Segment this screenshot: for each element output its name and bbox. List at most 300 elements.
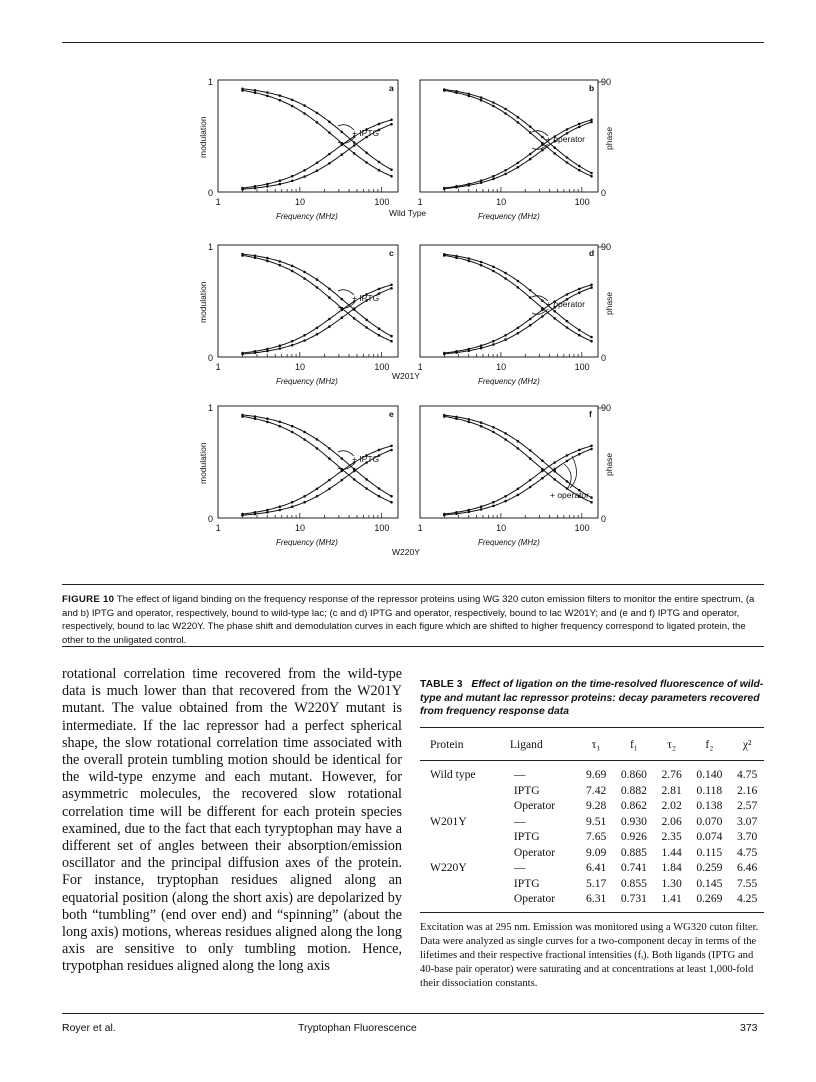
data-point <box>378 449 381 452</box>
data-point <box>390 284 393 287</box>
data-point <box>266 509 269 512</box>
data-point <box>492 175 495 178</box>
data-point <box>517 327 520 330</box>
data-point <box>492 270 495 273</box>
table-cell: Wild type <box>430 768 476 782</box>
data-point <box>291 425 294 428</box>
data-point <box>480 99 483 102</box>
data-point <box>328 162 331 165</box>
data-point <box>266 257 269 260</box>
data-point <box>328 131 331 134</box>
data-point <box>566 156 569 159</box>
table-cell: — <box>513 768 526 782</box>
panel-letter: e <box>389 409 394 419</box>
data-point <box>390 340 393 343</box>
data-point <box>328 447 331 450</box>
data-point <box>353 152 356 155</box>
table-cell: 0.269 <box>696 892 723 906</box>
data-point <box>517 494 520 497</box>
data-point <box>492 426 495 429</box>
column-header: Protein <box>420 727 500 760</box>
data-point <box>529 486 532 489</box>
table-row <box>420 829 764 845</box>
y-tick-label-bottom: 0 <box>601 514 607 524</box>
data-point <box>266 511 269 514</box>
data-point <box>254 91 257 94</box>
body-text-column <box>62 666 402 976</box>
figure-caption <box>62 593 762 647</box>
data-point <box>303 104 306 107</box>
data-point <box>492 101 495 104</box>
data-point <box>504 432 507 435</box>
data-point <box>353 478 356 481</box>
data-point <box>541 315 544 318</box>
data-point <box>468 93 471 96</box>
x-axis-label: Frequency (MHz) <box>478 377 540 386</box>
data-point <box>590 496 593 499</box>
x-tick-label: 1 <box>417 523 423 533</box>
data-point <box>316 488 319 491</box>
data-point <box>517 162 520 165</box>
data-point <box>328 325 331 328</box>
x-axis-label: Frequency (MHz) <box>276 538 338 547</box>
table-cell: 0.118 <box>696 783 723 797</box>
data-point <box>480 344 483 347</box>
table-cell: 0.070 <box>696 814 723 828</box>
data-point <box>504 500 507 503</box>
data-point <box>316 162 319 165</box>
figure-label: FIGURE 10 <box>62 594 115 605</box>
data-point <box>365 326 368 329</box>
data-point <box>266 185 269 188</box>
ligand-label: + operator <box>546 134 585 144</box>
data-point <box>365 161 368 164</box>
panel-letter: f <box>589 409 592 419</box>
data-point <box>578 453 581 456</box>
table-cell: 0.862 <box>620 799 647 813</box>
table-cell: 7.42 <box>586 783 607 797</box>
data-point <box>241 414 244 417</box>
data-point <box>455 255 458 258</box>
data-point <box>303 339 306 342</box>
data-point <box>341 479 344 482</box>
data-point <box>279 425 282 428</box>
x-tick-label: 100 <box>574 197 590 207</box>
table-cell <box>420 891 500 913</box>
data-point <box>480 425 483 428</box>
table-row <box>420 860 764 876</box>
data-point <box>316 333 319 336</box>
ligand-arrow <box>570 456 577 488</box>
data-point <box>566 320 569 323</box>
data-point <box>553 146 556 149</box>
y-axis-label: phase <box>604 452 614 476</box>
x-tick-label: 10 <box>295 523 306 533</box>
x-tick-label: 1 <box>215 197 221 207</box>
data-point <box>279 94 282 97</box>
y-tick-label-bottom: 0 <box>601 353 607 363</box>
data-point <box>316 327 319 330</box>
column-header: τ₁ <box>579 727 613 760</box>
table-cell: 1.44 <box>661 845 682 859</box>
data-point <box>504 272 507 275</box>
data-point <box>266 421 269 424</box>
data-point <box>303 271 306 274</box>
data-point <box>455 512 458 515</box>
table-cell: 0.860 <box>620 768 647 782</box>
data-point <box>590 445 593 448</box>
column-header: χ² <box>730 727 764 760</box>
footer-rule <box>62 1013 764 1014</box>
footer-authors: Royer et al. <box>62 1022 116 1034</box>
table-cell: 7.65 <box>586 830 607 844</box>
data-point <box>590 340 593 343</box>
data-point <box>390 501 393 504</box>
x-tick-label: 100 <box>574 362 590 372</box>
data-point <box>517 166 520 169</box>
data-point <box>504 495 507 498</box>
data-point <box>541 136 544 139</box>
data-point <box>365 487 368 490</box>
table-row <box>420 891 764 913</box>
table-cell <box>420 829 500 845</box>
data-point <box>241 188 244 191</box>
data-point <box>566 293 569 296</box>
data-point <box>578 123 581 126</box>
data-point <box>578 288 581 291</box>
data-point <box>316 121 319 124</box>
table-cell: 4.75 <box>736 768 758 782</box>
data-point <box>303 175 306 178</box>
x-tick-label: 100 <box>574 523 590 533</box>
data-point <box>492 505 495 508</box>
data-point <box>529 131 532 134</box>
table-3 <box>420 678 764 991</box>
data-point <box>566 480 569 483</box>
panel-letter: c <box>389 248 394 258</box>
y-axis-label: modulation <box>198 116 208 158</box>
data-point <box>468 511 471 514</box>
data-point <box>553 317 556 320</box>
table-cell: 0.731 <box>620 892 647 906</box>
data-point <box>553 310 556 313</box>
table-cell: Operator <box>513 845 556 859</box>
data-point <box>443 187 446 190</box>
body-paragraph: rotational correlation time recovered from the wild-type data is much lower than that recovered from the W201Y mutant. The value obtained from the W220Y mutant is intermediate. If the lac repressor had a perfect spherical shape, the slow rotational correlation time associated with the overall protein tumbling motion should be identical for the wild-type enzyme and each mutant. However, for asymmetric molecules, the recovered slow rotational correlation time will be different for each protein species examined, due to the fact that each tyryptophan may have a different set of angles between their absorption/emission oscillator and the principal diffusion axes of the protein. For instance, tryptophan residues aligned along an equatorial position (along the short axis) are depolarized by both “tumbling” (end over end) and “spinning” (about the long axis) motions, whereas residues aligned along the long axis are sensitive to only tumbling motion. Hence, trypotphan residues aligned along the long axis <box>62 666 402 975</box>
table-body <box>420 760 764 913</box>
row-label: W220Y <box>392 547 420 557</box>
data-point <box>378 161 381 164</box>
data-point <box>266 91 269 94</box>
data-point <box>541 477 544 480</box>
table-cell: 3.70 <box>736 830 758 844</box>
x-tick-label: 100 <box>374 362 390 372</box>
data-point <box>529 296 532 299</box>
table-cell: 1.41 <box>661 892 682 906</box>
data-point <box>553 468 556 471</box>
data-point <box>378 123 381 126</box>
data-point <box>341 153 344 156</box>
data-point <box>566 454 569 457</box>
table-cell: 2.35 <box>661 830 682 844</box>
data-point <box>480 261 483 264</box>
table-row <box>420 782 764 798</box>
data-point <box>378 288 381 291</box>
data-point <box>291 270 294 273</box>
data-point <box>316 286 319 289</box>
column-header: f₂ <box>689 727 731 760</box>
data-point <box>365 478 368 481</box>
data-point <box>291 344 294 347</box>
table-cell: 0.138 <box>696 799 723 813</box>
data-point <box>328 488 331 491</box>
data-point <box>468 418 471 421</box>
data-point <box>303 169 306 172</box>
data-point <box>492 178 495 181</box>
table-cell: 0.259 <box>696 861 723 875</box>
data-point <box>303 438 306 441</box>
data-point <box>529 457 532 460</box>
x-axis-label: Frequency (MHz) <box>276 212 338 221</box>
y-tick-label-top: 1 <box>208 77 214 87</box>
data-point <box>279 505 282 508</box>
table-cell: — <box>513 861 526 875</box>
data-point <box>566 460 569 463</box>
table-cell <box>420 782 500 798</box>
data-point <box>279 260 282 263</box>
table-cell <box>420 798 500 814</box>
data-point <box>291 180 294 183</box>
row-label: W201Y <box>392 371 420 381</box>
data-point <box>378 495 381 498</box>
data-point <box>353 317 356 320</box>
data-point <box>390 495 393 498</box>
data-point <box>328 153 331 156</box>
data-point <box>328 288 331 291</box>
data-point <box>541 299 544 302</box>
table-cell: 0.855 <box>620 876 647 890</box>
table-cell: 9.28 <box>586 799 607 813</box>
data-point <box>390 175 393 178</box>
x-tick-label: 100 <box>374 197 390 207</box>
data-point <box>316 438 319 441</box>
table-cell: 3.07 <box>736 814 758 828</box>
x-axis-label: Frequency (MHz) <box>478 212 540 221</box>
data-point <box>480 96 483 99</box>
x-tick-label: 10 <box>496 197 507 207</box>
data-point <box>541 149 544 152</box>
table-row <box>420 844 764 860</box>
data-point <box>455 416 458 419</box>
data-point <box>341 309 344 312</box>
data-point <box>241 353 244 356</box>
table-label: TABLE 3 <box>420 679 463 690</box>
data-point <box>517 280 520 283</box>
table-cell: IPTG <box>513 830 540 844</box>
ligated-modulation-curve <box>444 254 591 337</box>
table-cell: 0.926 <box>620 830 647 844</box>
data-point <box>303 277 306 280</box>
data-point <box>517 121 520 124</box>
table-cell: 0.115 <box>696 845 723 859</box>
table-cell: W220Y <box>430 861 467 875</box>
data-point <box>468 260 471 263</box>
data-point <box>266 350 269 353</box>
data-point <box>353 144 356 147</box>
data-point <box>341 298 344 301</box>
table-cell: 9.09 <box>586 845 607 859</box>
data-point <box>541 144 544 147</box>
data-point <box>365 319 368 322</box>
data-point <box>291 505 294 508</box>
panel-letter: a <box>389 83 394 93</box>
data-point <box>517 440 520 443</box>
data-point <box>468 184 471 187</box>
data-point <box>590 448 593 451</box>
data-point <box>353 307 356 310</box>
table-cell: 2.57 <box>736 799 758 813</box>
data-point <box>504 173 507 176</box>
data-point <box>353 470 356 473</box>
ligand-label: + operator <box>550 490 589 500</box>
data-point <box>529 449 532 452</box>
data-point <box>279 421 282 424</box>
table-cell: 0.741 <box>620 861 647 875</box>
table-cell: 2.76 <box>661 768 682 782</box>
data-point <box>468 421 471 424</box>
data-point <box>241 88 244 91</box>
data-point <box>378 487 381 490</box>
data-point <box>541 459 544 462</box>
data-point <box>291 265 294 268</box>
data-point <box>480 181 483 184</box>
data-point <box>443 514 446 517</box>
footer-page-number: 373 <box>740 1022 758 1034</box>
column-header: Ligand <box>500 727 579 760</box>
data-point <box>578 449 581 452</box>
table-cell: W201Y <box>430 814 467 828</box>
data-point <box>328 457 331 460</box>
data-point <box>353 141 356 144</box>
data-point <box>480 347 483 350</box>
y-axis-label: modulation <box>198 442 208 484</box>
table-cell: 0.074 <box>696 830 723 844</box>
ligated-modulation-curve <box>444 90 591 174</box>
y-axis-label: phase <box>604 291 614 315</box>
panel-letter: d <box>589 248 595 258</box>
table-cell: — <box>513 814 526 828</box>
x-tick-label: 1 <box>215 362 221 372</box>
data-point <box>504 169 507 172</box>
ligated-phase-curve <box>444 122 591 189</box>
table-cell: 4.25 <box>736 892 758 906</box>
data-point <box>590 336 593 339</box>
data-point <box>529 318 532 321</box>
table-row <box>420 813 764 829</box>
data-point <box>480 264 483 267</box>
table-title <box>420 678 764 719</box>
data-point <box>341 457 344 460</box>
data-point <box>455 186 458 189</box>
y-tick-label-top: 1 <box>208 403 214 413</box>
data-point <box>578 169 581 172</box>
data-point <box>443 353 446 356</box>
data-point <box>492 266 495 269</box>
data-point <box>328 121 331 124</box>
data-point <box>492 343 495 346</box>
table-cell: 2.02 <box>661 799 682 813</box>
table-cell: 6.31 <box>586 892 607 906</box>
data-point <box>254 89 257 92</box>
data-point <box>517 286 520 289</box>
data-point <box>590 172 593 175</box>
table-cell: 1.84 <box>661 861 682 875</box>
data-point <box>279 509 282 512</box>
data-point <box>455 351 458 354</box>
data-point <box>492 431 495 434</box>
data-point <box>492 501 495 504</box>
data-point <box>291 175 294 178</box>
data-point <box>390 119 393 122</box>
table-cell: 0.885 <box>620 845 647 859</box>
data-point <box>303 501 306 504</box>
table-cell: 2.81 <box>661 783 682 797</box>
y-axis-label: modulation <box>198 281 208 323</box>
plot-frame <box>420 406 598 518</box>
data-point <box>279 183 282 186</box>
data-point <box>566 326 569 329</box>
data-point <box>279 347 282 350</box>
y-tick-label-bottom: 0 <box>601 188 607 198</box>
table-cell: 0.140 <box>696 768 723 782</box>
data-point <box>480 505 483 508</box>
y-tick-label-top: 90 <box>601 403 612 413</box>
x-tick-label: 1 <box>417 197 423 207</box>
ligand-arrow <box>564 464 571 488</box>
table-cell: 6.41 <box>586 861 607 875</box>
table-cell: Operator <box>513 799 556 813</box>
data-point <box>266 95 269 98</box>
y-tick-label-bottom: 0 <box>208 188 214 198</box>
data-point <box>529 289 532 292</box>
x-axis-label: Frequency (MHz) <box>478 538 540 547</box>
data-point <box>517 488 520 491</box>
data-point <box>590 175 593 178</box>
unligated-phase-curve <box>444 120 591 188</box>
data-point <box>279 264 282 267</box>
y-tick-label-bottom: 0 <box>208 514 214 524</box>
data-point <box>390 287 393 290</box>
data-point <box>504 338 507 341</box>
data-table <box>420 727 764 914</box>
data-point <box>504 277 507 280</box>
table-cell <box>420 875 500 891</box>
data-point <box>443 88 446 91</box>
data-point <box>254 352 257 355</box>
data-point <box>455 90 458 93</box>
panel-letter: b <box>589 83 595 93</box>
data-point <box>303 334 306 337</box>
table-header-row <box>420 727 764 760</box>
ligand-label: + IPTG <box>352 128 380 138</box>
data-point <box>365 152 368 155</box>
data-point <box>517 447 520 450</box>
data-point <box>316 447 319 450</box>
data-point <box>303 112 306 115</box>
x-tick-label: 10 <box>295 362 306 372</box>
caption-text: The effect of ligand binding on the frequency response of the repressor proteins using WG 320 cuton emission filters to monitor the entire spectrum, (a and b) IPTG and operator, respectively, bound to wild-type lac; (c and d) IPTG and operator, respectively, bound to lac W201Y; and (e and f) IPTG and operator, respectively, bound to lac W220Y. The phase shift and demodulation curves in each figure which are shifted to higher frequency correspond to ligated protein, the other to the unligated control. <box>62 594 755 646</box>
data-point <box>328 296 331 299</box>
